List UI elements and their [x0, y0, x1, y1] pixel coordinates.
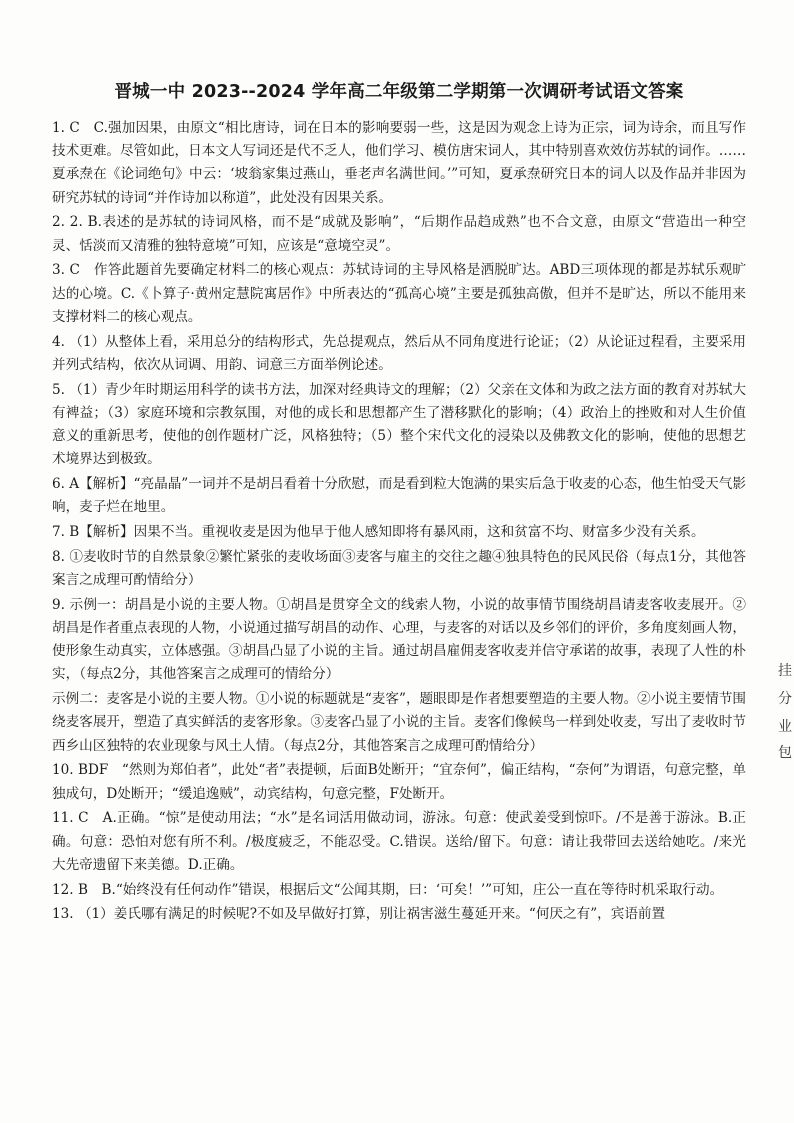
margin-fragment: 挂	[778, 663, 792, 679]
page-title: 晋城一中 2023--2024 学年高二年级第二学期第一次调研考试语文答案	[114, 82, 684, 102]
margin-fragment: 分	[778, 691, 792, 707]
answer-item-5: 5. （1）青少年时期运用科学的读书方法，加深对经典诗文的理解；（2）父亲在文体和为政之法方面的教育对苏轼大有裨益；（3）家庭环境和宗教氛围，对他的成长和思想都产生了潜移默化的影响；（4）政治上的挫败和对人生价值意义的重新思考，使他的创作题材广泛，风格独特；（5）整个宋代文化的浸染以及佛教文化的影响，使他的思想艺术境界达到极致。	[52, 381, 746, 468]
answer-item-3: 3. C 作答此题首先要确定材料二的核心观点：苏轼诗词的主导风格是洒脱旷达。ABD三项体现的都是苏轼乐观旷达的心境。C.《卜算子·黄州定慧院寓居作》中所表达的“孤高心境”主要是孤独高傲，但并不是旷达，所以不能用来支撑材料二的核心观点。	[52, 262, 746, 325]
answer-item-7: 7. B【解析】因果不当。重视收麦是因为他早于他人感知即将有暴风雨，这和贫富不均、财富多少没有关系。	[52, 524, 705, 541]
answer-item-9-example-2: 示例二：麦客是小说的主要人物。①小说的标题就是“麦客”，题眼即是作者想要塑造的主要人物。②小说主要情节围绕麦客展开，塑造了真实鲜活的麦客形象。③麦客凸显了小说的主旨。麦客们像候鸟一样到处收麦，写出了麦收时节西乡山区独特的农业现象与风土人情。（每点2分，其他答案言之成理可酌情给分）	[52, 691, 746, 754]
answer-item-10: 10. BDF “然则为郑伯者”，此处“者”表提顿，后面B处断开；“宜奈何”，偏正结构，“奈何”为谓语，句意完整，单独成句，D处断开；“缓追逸贼”，动宾结构，句意完整，F处断开。	[52, 762, 746, 802]
margin-fragment: 包	[778, 745, 792, 761]
answer-item-1: 1. C C.强加因果，由原文“相比唐诗，词在日本的影响要弱一些，这是因为观念上诗为正宗，词为诗余，而且写作技术更难。尽管如此，日本文人写词还是代不乏人，他们学习、模仿唐宋词人，其中特别喜欢效仿苏轼的词作。……夏承焘在《论词绝句》中云：‘坡翁家集过燕山，垂老声名满世间。’”可知，夏承焘研究日本的词人以及作品并非因为研究苏轼的诗词“并作诗加以称道”，此处没有因果关系。	[52, 120, 746, 206]
answer-item-8: 8. ①麦收时节的自然景象②繁忙紧张的麦收场面③麦客与雇主的交往之趣④独具特色的民风民俗（每点1分，其他答案言之成理可酌情给分）	[52, 548, 746, 589]
answer-item-4: 4. （1）从整体上看，采用总分的结构形式，先总提观点，然后从不同角度进行论证；（2）从论证过程看，主要采用并列式结构，依次从词调、用韵、词意三方面举例论述。	[52, 333, 746, 373]
answer-item-2: 2. 2. B.表述的是苏轼的诗词风格，而不是“成就及影响”，“后期作品趋成熟”也不合文意，由原文“营造出一种空灵、恬淡而又清雅的独特意境”可知，应该是“意境空灵”。	[52, 214, 746, 254]
answer-item-13: 13. （1）姜氏哪有满足的时候呢?不如及早做好打算，别让祸害滋生蔓延开来。“何厌之有”，宾语前置	[52, 906, 666, 923]
answer-item-9-example-1: 9. 示例一：胡昌是小说的主要人物。①胡昌是贯穿全文的线索人物，小说的故事情节围绕胡昌请麦客收麦展开。②胡昌是作者重点表现的人物，小说通过描写胡昌的动作、心理，与麦客的对话以及乡邻们的评价，多角度刻画人物，使形象生动真实，立体感强。③胡昌凸显了小说的主旨。通过胡昌雇佣麦客收麦并信守承诺的故事，表现了人性的朴实，（每点2分，其他答案言之成理可的情给分）	[52, 596, 746, 683]
margin-fragment: 业	[778, 719, 792, 735]
answer-item-12: 12. B B.“始终没有任何动作”错误，根据后文“公闻其期，曰：‘可矣！’”可知，庄公一直在等待时机采取行动。	[52, 881, 724, 898]
answer-item-11: 11. C A.正确。“惊”是使动用法；“水”是名词活用做动词，游泳。句意：使武姜受到惊吓。/不是善于游泳。B.正确。句意：恐怕对您有所不利。/极度疲乏，不能忍受。C.错误。送给/留下。句意：请让我带回去送给她吃。/来光大先帝遗留下来美德。D.正确。	[52, 810, 746, 873]
answer-list	[52, 117, 746, 927]
answer-item-6: 6. A【解析】“亮晶晶”一词并不是胡吕看着十分欣慰，而是看到粒大饱满的果实后急于收麦的心态，他生怕受天气影响，麦子烂在地里。	[52, 476, 746, 516]
